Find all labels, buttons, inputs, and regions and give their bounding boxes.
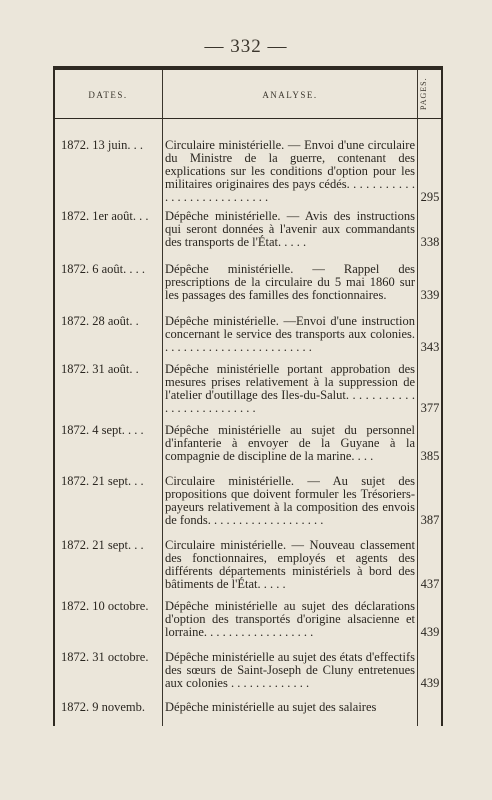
row-analysis: Circulaire ministérielle. — Au sujet des propositions que doivent formuler les Trésoriers-payeurs relativement à la composition des envois de fonds. . . . . . . . . . . . . . . . . . . (165, 474, 415, 527)
row-page: 439 (420, 625, 440, 639)
row-date: 1872. 1er août. . . (61, 209, 149, 223)
row-analysis: Dépêche ministérielle portant approbation des mesures prises relativement à la suppression de l'atelier d'outillage des Iles-du-Salut. . . . . . . . . . . . . . . . . . . . . . . . . . (165, 362, 415, 415)
row-date: 1872. 9 novemb. (61, 700, 146, 714)
row-page: 437 (420, 577, 440, 591)
row-analysis: Dépêche ministérielle au sujet des états d'effectifs des sœurs de Saint-Joseph de Cluny entretenues aux colonies . . . . . . . . . . . . . (165, 650, 415, 690)
row-page: 387 (420, 513, 440, 527)
row-page: 343 (420, 340, 440, 354)
row-analysis: Dépêche ministérielle au sujet du personnel d'infanterie à envoyer de la Guyane à la compagnie de discipline de la marine. . . . (165, 423, 415, 463)
row-page: 338 (420, 235, 440, 249)
column-divider-pages (417, 70, 418, 726)
row-date: 1872. 4 sept. . . . (61, 423, 144, 437)
row-analysis: Circulaire ministérielle. — Nouveau classement des fonctionnaires, employés et agents des différents départements ministériels à bord des bâtiments de l'État. . . . . (165, 538, 415, 591)
row-page: 295 (420, 190, 440, 204)
row-date: 1872. 31 octobre. (61, 650, 149, 664)
page-number: — 332 — (204, 36, 288, 57)
row-page: 377 (420, 401, 440, 415)
column-header-analyse: ANALYSE. (262, 90, 318, 100)
column-header-dates: DATES. (88, 90, 128, 100)
column-header-pages: PAGES. (419, 77, 428, 111)
row-date: 1872. 13 juin. . . (61, 138, 143, 152)
row-page: 439 (420, 676, 440, 690)
row-date: 1872. 21 sept. . . (61, 474, 144, 488)
row-date: 1872. 21 sept. . . (61, 538, 144, 552)
header-rule (53, 118, 441, 119)
row-analysis: Dépêche ministérielle. —Envoi d'une instruction concernant le service des transports aux colonies. . . . . . . . . . . . . . . . . . . . . . . . . (165, 314, 415, 354)
row-page: 339 (420, 288, 440, 302)
top-double-rule (53, 66, 441, 70)
column-divider-dates (162, 70, 163, 726)
row-analysis: Dépêche ministérielle. — Avis des instructions qui seront données à l'avenir aux commandants des transports de l'État. . . . . (165, 209, 415, 249)
row-date: 1872. 6 août. . . . (61, 262, 146, 276)
row-page: 385 (420, 449, 440, 463)
row-analysis: Dépêche ministérielle. — Rappel des prescriptions de la circulaire du 5 mai 1860 sur les passages des familles des fonctionnaires. (165, 262, 415, 302)
row-date: 1872. 28 août. . (61, 314, 139, 328)
row-date: 1872. 31 août. . (61, 362, 139, 376)
row-analysis: Dépêche ministérielle au sujet des salaires (165, 700, 377, 714)
row-analysis: Dépêche ministérielle au sujet des déclarations d'option des transportés d'origine alsacienne et lorraine. . . . . . . . . . . . . . . . . . (165, 599, 415, 639)
row-date: 1872. 10 octobre. (61, 599, 149, 613)
row-analysis: Circulaire ministérielle. — Envoi d'une circulaire du Ministre de la guerre, contenant des explications sur les conditions d'option pour les militaires originaires des pays cédés. . . . . . . . . . . . . . . . . . . . . . . . . . . . (165, 138, 415, 204)
